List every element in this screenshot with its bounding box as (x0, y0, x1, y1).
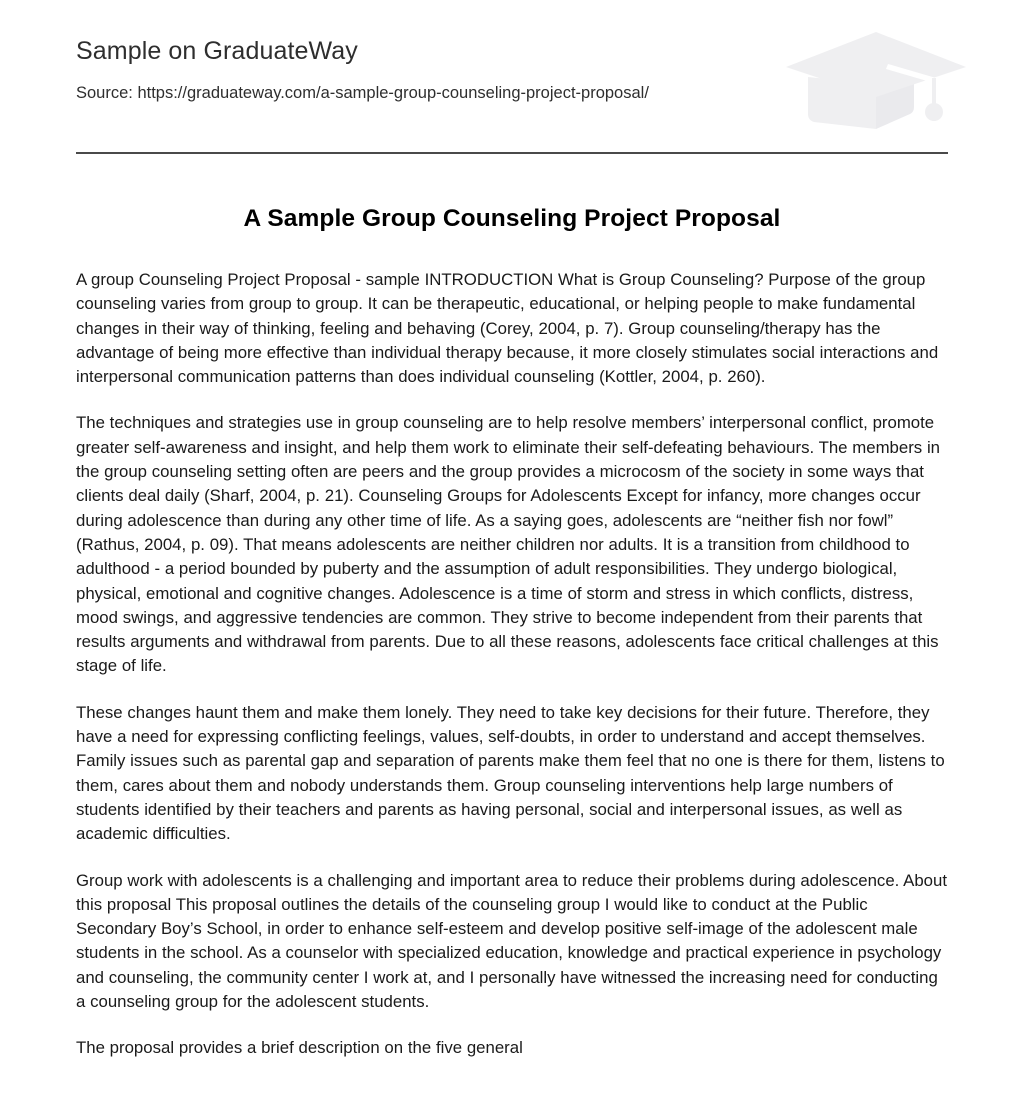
page-header (76, 36, 948, 104)
document-body (76, 268, 948, 1061)
page-title: A Sample Group Counseling Project Proposal (243, 205, 781, 232)
body-paragraph: These changes haunt them and make them lonely. They need to take key decisions for their future. Therefore, they have a need for expressing conflicting feelings, values, self-doubts, in order to understand and accept themselves. Family issues such as parental gap and separation of parents make them feel that no one is there for them, listens to them, cares about them and nobody understands them. Group counseling interventions help large numbers of students identified by their teachers and parents as having personal, social and interpersonal issues, as well as academic difficulties. (76, 702, 945, 844)
site-name: Sample on GraduateWay (76, 37, 358, 65)
source-url-line: Source: https://graduateway.com/a-sample-group-counseling-project-proposal/ (76, 84, 649, 102)
body-paragraph: A group Counseling Project Proposal - sample INTRODUCTION What is Group Counseling? Purpose of the group counseling varies from group to group. It can be therapeutic, educational, or helping people to make fundamental changes in their way of thinking, feeling and behaving (Corey, 2004, p. 7). Group counseling/therapy has the advantage of being more effective than individual therapy because, it more closely stimulates social interactions and interpersonal communication patterns than does individual counseling (Kottler, 2004, p. 260). (76, 270, 939, 387)
body-paragraph: The techniques and strategies use in group counseling are to help resolve members’ interpersonal conflict, promote greater self-awareness and insight, and help them work to eliminate their self-defeating behaviours. The members in the group counseling setting often are peers and the group provides a microcosm of the society in some ways that clients deal daily (Sharf, 2004, p. 21). Counseling Groups for Adolescents Except for infancy, more changes occur during adolescence than during any other time of life. As a saying goes, adolescents are “neither fish nor fowl” (Rathus, 2004, p. 09). That means adolescents are neither children nor adults. It is a transition from childhood to adulthood - a period bounded by puberty and the assumption of adult responsibilities. They undergo biological, physical, emotional and cognitive changes. Adolescence is a time of storm and stress in which conflicts, distress, mood swings, and aggressive tendencies are common. They strive to become independent from their parents that results arguments and withdrawal from parents. Due to all these reasons, adolescents face critical challenges at this stage of life. (76, 413, 941, 676)
body-paragraph: Group work with adolescents is a challenging and important area to reduce their problems during adolescence. About this proposal This proposal outlines the details of the counseling group I would like to conduct at the Public Secondary Boy’s School, in order to enhance self-esteem and develop positive self-image of the adolescent male students in the school. As a counselor with specialized education, knowledge and practical experience in psychology and counseling, the community center I work at, and I personally have witnessed the increasing need for conducting a counseling group for the adolescent students. (76, 870, 948, 1012)
body-paragraph: The proposal provides a brief description on the five general (76, 1038, 523, 1058)
header-divider (76, 152, 948, 154)
